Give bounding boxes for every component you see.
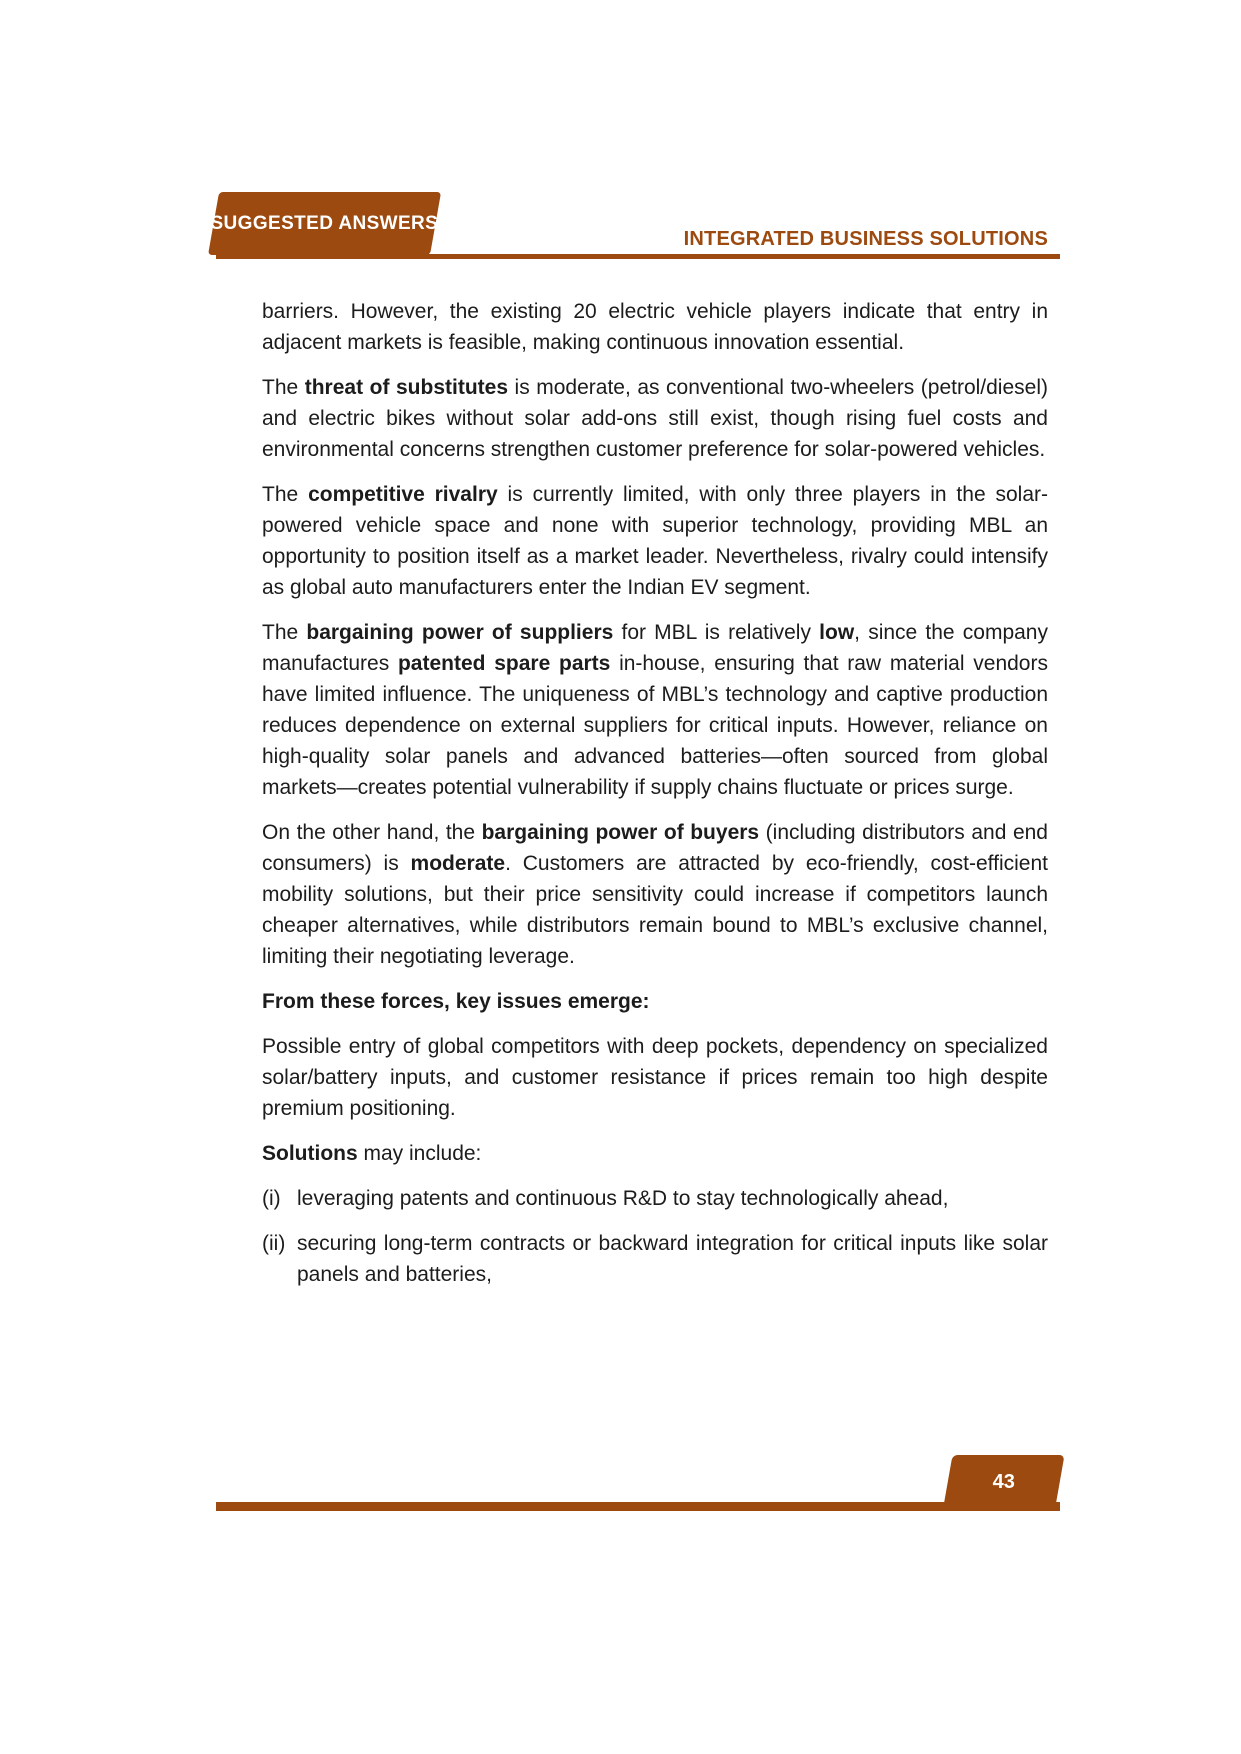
paragraph-bargaining-power-suppliers: The bargaining power of suppliers for MBL is relatively low, since the company manufactures patented spare parts in-house, ensuring that raw material vendors have limited influence. The uniqueness of MBL’s technology and captive production reduces dependence on external suppliers for critical inputs. However, reliance on high-quality solar panels and advanced batteries—often sourced from global markets—creates potential vulnerability if supply chains fluctuate or prices surge. [262,621,1048,799]
heading-key-issues: From these forces, key issues emerge: [262,990,650,1013]
list-marker-i: (i) [262,1187,281,1210]
paragraph-solutions-intro: Solutions may include: [262,1142,482,1165]
paragraph-bargaining-power-buyers: On the other hand, the bargaining power of buyers (including distributors and end consumers) is moderate. Customers are attracted by eco-friendly, cost-efficient mobility solutions, but their price sensitivity could increase if competitors launch cheaper alternatives, while distributors remain bound to MBL’s exclusive channel, limiting their negotiating leverage. [262,821,1048,968]
paragraph-threat-of-substitutes: The threat of substitutes is moderate, as conventional two-wheelers (petrol/diesel) and electric bikes without solar add-ons still exist, though rising fuel costs and environmental concerns strengthen customer preference for solar-powered vehicles. [262,376,1048,461]
list-item-i [262,1183,1048,1214]
paragraph-entry-barriers: barriers. However, the existing 20 electric vehicle players indicate that entry in adjacent markets is feasible, making continuous innovation essential. [262,300,1048,354]
list-text-ii: securing long-term contracts or backward integration for critical inputs like solar panels and batteries, [297,1232,1048,1286]
page-title: INTEGRATED BUSINESS SOLUTIONS [683,228,1048,250]
footer-divider [216,1502,1060,1511]
page-number: 43 [992,1470,1015,1493]
list-item-ii [262,1228,1048,1290]
paragraph-competitive-rivalry: The competitive rivalry is currently limited, with only three players in the solar-powered vehicle space and none with superior technology, providing MBL an opportunity to position itself as a market leader. Nevertheless, rivalry could intensify as global auto manufacturers enter the Indian EV segment. [262,483,1049,599]
suggested-answers-banner [208,192,441,255]
document-body [262,296,1048,1304]
list-marker-ii: (ii) [262,1232,286,1255]
list-text-i: leveraging patents and continuous R&D to stay technologically ahead, [297,1187,949,1210]
paragraph-key-issues: Possible entry of global competitors with deep pockets, dependency on specialized solar/battery inputs, and customer resistance if prices remain too high despite premium positioning. [262,1035,1048,1120]
banner-label: SUGGESTED ANSWERS [210,212,439,234]
page-number-tab [943,1455,1065,1509]
